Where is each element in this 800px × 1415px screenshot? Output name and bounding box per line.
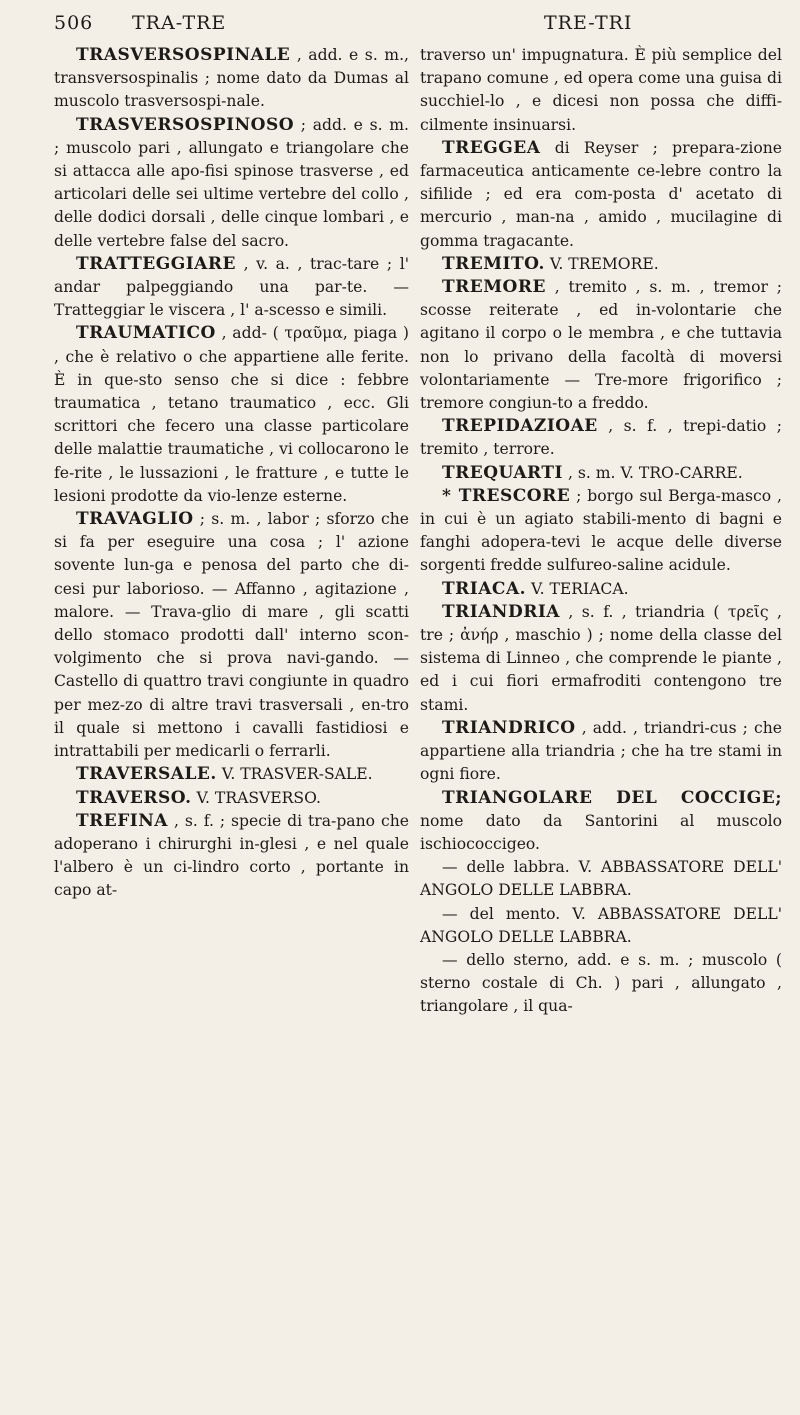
entry-text: V. TERIACA.: [531, 579, 629, 598]
entry-headword: TREQUARTI: [442, 462, 563, 483]
entry-headword: TREMITO.: [442, 253, 545, 274]
entry-text: , s. m. V. TRO-CARRE.: [567, 463, 743, 482]
dictionary-entry: [54, 44, 409, 114]
entry-headword: TREMORE: [442, 277, 546, 298]
entry-text: V. TRASVER-SALE.: [221, 765, 373, 784]
dictionary-subentry: [420, 903, 782, 949]
dictionary-entry: [420, 485, 782, 578]
left-column: [54, 44, 409, 903]
entry-headword: TRIACA.: [442, 578, 527, 599]
entry-text: , s. f. ; specie di tra-pano che adoperano i chirurghi in-glesi , e nel quale l'albero è un ci-lindro corto , portante in capo at-: [54, 811, 409, 900]
entry-text: — delle labbra. V. ABBASSATORE DELL' ANGOLO DELLE LABBRA.: [420, 858, 782, 900]
entry-text: nome dato da Santorini al muscolo ischiococcigeo.: [420, 811, 782, 853]
entry-headword: TRAVERSO.: [76, 787, 192, 808]
dictionary-entry: [54, 322, 409, 508]
entry-headword: TRAVAGLIO: [76, 509, 194, 530]
left-running-head: TRA-TRE: [132, 12, 227, 34]
entry-headword: TRIANDRICO: [442, 717, 576, 738]
dictionary-entry: [54, 763, 409, 786]
dictionary-entry: [420, 415, 782, 461]
dictionary-entry: [420, 787, 782, 857]
dictionary-entry: [54, 810, 409, 903]
dictionary-entry: [420, 276, 782, 415]
entry-headword: TREGGEA: [442, 137, 541, 158]
entry-text: — del mento. V. ABBASSATORE DELL' ANGOLO DELLE LABBRA.: [420, 904, 782, 946]
entry-text: V. TREMORE.: [549, 254, 659, 273]
entry-text: traverso un' impugnatura. È più semplice del trapano comune , ed opera come una guisa di succhiel-lo , e dicesi non possa che diffi-cilmente insinuarsi.: [420, 46, 782, 134]
entry-text: , v. a. , trac-tare ; l' andar palpeggiando una par-te. — Tratteggiar le viscera , l' a-scesso e simili.: [54, 254, 409, 320]
entry-headword: TREFINA: [76, 810, 168, 831]
entry-text: , s. f. , trepi-datio ; tremito , terrore.: [420, 417, 782, 459]
entry-headword: TRIANDRIA: [442, 601, 560, 622]
dictionary-entry: [420, 578, 782, 601]
entry-text: , s. f. , triandria ( τρεῖς , tre ; ἀνήρ , maschio ) ; nome della classe del sistema di Linneo , che comprende le piante , ed i cui fiori ermafroditi contengono tre stami.: [420, 602, 782, 714]
dictionary-entry: [54, 253, 409, 323]
running-header: [54, 12, 760, 38]
dictionary-entry: [54, 114, 409, 253]
entry-headword: TRASVERSOSPINOSO: [76, 114, 295, 135]
entry-text: , add. e s. m., transversospinalis ; nome dato da Dumas al muscolo trasversospi-nale.: [54, 46, 410, 111]
entry-text: , add. , triandri-cus ; che appartiene alla triandria ; che ha tre stami in ogni fiore.: [420, 718, 782, 784]
dictionary-entry-continuation: [420, 44, 782, 137]
entry-text: di Reyser ; prepara-zione farmaceutica anticamente ce-lebre contro la sifilide ; ed era com-posta d' acetato di mercurio , man-na , amido , mucilagine di gomma tragacante.: [420, 138, 782, 250]
dictionary-entry: [54, 787, 409, 810]
dictionary-subentry: [420, 856, 782, 902]
entry-headword: TRIANGOLARE DEL COCCIGE;: [442, 787, 782, 808]
entry-headword: TRAVERSALE.: [76, 764, 217, 785]
entry-headword: TRATTEGGIARE: [76, 253, 236, 274]
dictionary-entry: [54, 508, 409, 763]
right-running-head: TRE-TRI: [544, 12, 633, 34]
entry-headword: TRASVERSOSPINALE: [76, 45, 291, 65]
entry-text: ; add. e s. m. ; muscolo pari , allungato e triangolare che si attacca alle apo-fisi spinose trasverse , ed articolari delle sei ultime vertebre del collo , delle dodici dorsali , delle cinque lombari , e delle vertebre false del sacro.: [54, 115, 409, 250]
dictionary-subentry: [420, 949, 782, 1019]
entry-text: V. TRASVERSO.: [196, 788, 321, 807]
entry-headword: TREPIDAZIOAE: [442, 416, 598, 437]
entry-headword: TRAUMATICO: [76, 323, 216, 344]
entry-text: ; s. m. , labor ; sforzo che si fa per eseguire una cosa ; l' azione sovente lun-ga e penosa del parto che di-cesi pur laborioso. — Affanno , agitazione , malore. — Trava-glio di mare , gli scatti dello stomaco prodotti dall' interno scon-volgimento che si prova navi-gando. — Castello di quattro travi congiunte in quadro per mez-zo di altre travi trasversali , en-tro il quale si mettono i cavalli fastidiosi e intrattabili per medicarli o ferrarli.: [54, 510, 409, 761]
right-column: [420, 44, 782, 1019]
dictionary-entry: [420, 253, 782, 276]
entry-text: — dello sterno, add. e s. m. ; muscolo ( sterno costale di Ch. ) pari , allungato , triangolare , il qua-: [420, 950, 782, 1016]
entry-headword: * TRESCORE: [442, 485, 571, 506]
dictionary-entry: [420, 462, 782, 485]
dictionary-entry: [420, 601, 782, 717]
dictionary-entry: [420, 137, 782, 253]
entry-text: , tremito , s. m. , tremor ; scosse reiterate , ed in-volontarie che agitano il corpo o le membra , e che tuttavia non lo privano della facoltà di moversi volontariamente — Tre-more frigorifico ; tremore congiun-to a freddo.: [420, 278, 782, 413]
dictionary-entry: [420, 717, 782, 787]
page-number: 506: [54, 12, 94, 34]
entry-text: , add- ( τραῦμα, piaga ) , che è relativo o che appartiene alle ferite. È in que-sto senso che si dice : febbre traumatica , tetano traumatico , ecc. Gli scrittori che fecero una classe particolare delle malattie traumatiche , vi collocarono le fe-rite , le lussazioni , le fratture , e tutte le lesioni prodotte da vio-lenze esterne.: [54, 324, 409, 505]
entry-text: ; borgo sul Berga-masco , in cui è un agiato stabili-mento di bagni e fanghi adopera-tevi le acque delle diverse sorgenti fredde sulfureo-saline acidule.: [420, 486, 782, 575]
